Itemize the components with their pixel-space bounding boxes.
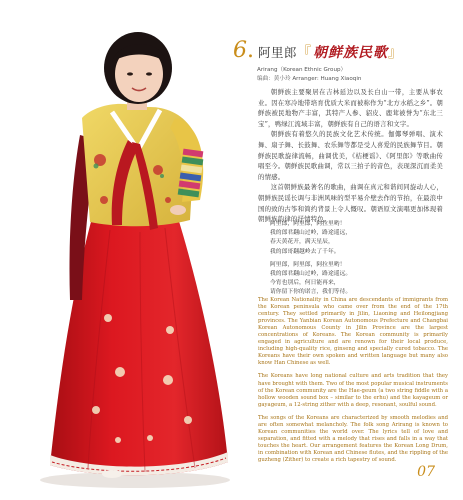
lyric-line: 阿里郎，阿里郎，阿拉里哟！ — [270, 261, 346, 268]
english-paragraph: The songs of the Koreans are characterized by smooth melodies and are often somewhat melancholy. The folk song Arirang is known to Korean communities the world over. The lyrics tell of love and separation, and fitted with a melody that rises and falls in a way that touches the heart. Our arrangement features the Korean Long Drum, in combination with Korean and Chinese flutes, and the rippling of the guzheng (Zither) to create a rich tapestry of sound. — [258, 414, 448, 463]
lyrics — [270, 220, 440, 298]
chinese-paragraph: 朝鲜族有着悠久的民族文化艺术传统。伽倻琴弹唱、演术舞、扇子舞、长鼓舞、农乐舞等都是受人喜爱的民族舞节目。朝鲜族民歌旋律流畅，曲调优美，《桔梗谣》、《阿里郎》等歌曲传唱至今。朝鲜族民歌曲调，常以三拍子的音色，表现深沉而柔美的情感。 — [258, 130, 443, 181]
chapter-number: 6 — [233, 38, 247, 63]
english-description — [258, 297, 448, 470]
song-title-en: Arirang（Korean Ethnic Group） — [257, 67, 347, 73]
lyric-line: 我的郎君翻山过岭，路途遥远， — [270, 230, 352, 237]
english-paragraph: The Korean Nationality in China are descendants of immigrants from the Korean peninsula who came over from the end of the 17th century. They settled primarily in Jilin, Liaoning and Heilongjiang provinces. The Yanbian Korean Autonomous Prefecture and Changbai Korean Autonomous County in Jilin Province are the largest concentrations of Koreans. The Korean community is primarily engaged in agriculture and are renown for their local produce, including high-quality rice, ginseng and specially cured tobacco. The Koreans have their own spoken and written language but many also know Han Chinese as well. — [258, 297, 448, 367]
chapter-line — [233, 38, 458, 63]
lyric-line: 春天黄花开，满天星辰， — [270, 239, 334, 246]
lyric-line: 我的郎哥翻越岭去了千年。 — [270, 248, 340, 255]
lyric-line: 请你留下你的诺言，我们等待。 — [270, 289, 352, 296]
page-number: 07 — [417, 464, 435, 480]
title-bracket-close: 』 — [388, 45, 403, 61]
title-bracket-open: 『 — [297, 45, 312, 61]
song-genre-title: 朝鲜族民歌 — [313, 45, 389, 61]
lyric-line: 阿里郎，阿里郎，阿拉里哟！ — [270, 221, 346, 227]
chapter-dot: . — [247, 38, 254, 63]
chinese-paragraph: 朝鲜族主要聚居在吉林延边以及长白山一带，主要从事农业。因在寒冷地带培育优质大米而被称作为“北方水稻之乡”。朝鲜族被民地物产丰富，其特产人参、貂皮、鹿茸被誉为“东北三宝”，鸭绿江流域丰富，朝鲜族有自己的语言和文字。 — [258, 88, 443, 128]
lyric-line: 我的郎君翻山过岭，路途遥远。 — [270, 271, 352, 278]
english-paragraph: The Koreans have long national culture and arts tradition that they have brought with them. Two of the most popular musical instruments of the Korean community are the Hae-geum (a two string fiddle with a hollow wooden sound box – similar to the erhu) and the kayageum or gayageum, a 12-string zither with a deep, resonant, soulful sound. — [258, 373, 448, 408]
lyric-line: 今宵也别后，何日能再来， — [270, 280, 340, 287]
song-header — [233, 38, 458, 82]
chinese-paragraph: 这首朝鲜族最著名的歌曲，曲调在真元和谐间同旋动人心，朝鲜族民谣长调与非洲风味的型平易介壁去作的节拍，在最浪中国的致的古筝和简约背景上令人慨叹。朝语原文演唱更加体现着朝鲜族韵律的抒情特色。 — [258, 183, 443, 224]
chinese-description — [258, 87, 443, 225]
arranger-credit: 编曲：黄小玲 Arranger: Huang Xiaoqin — [257, 76, 362, 82]
song-title-cn: 阿里郎 — [258, 45, 298, 60]
